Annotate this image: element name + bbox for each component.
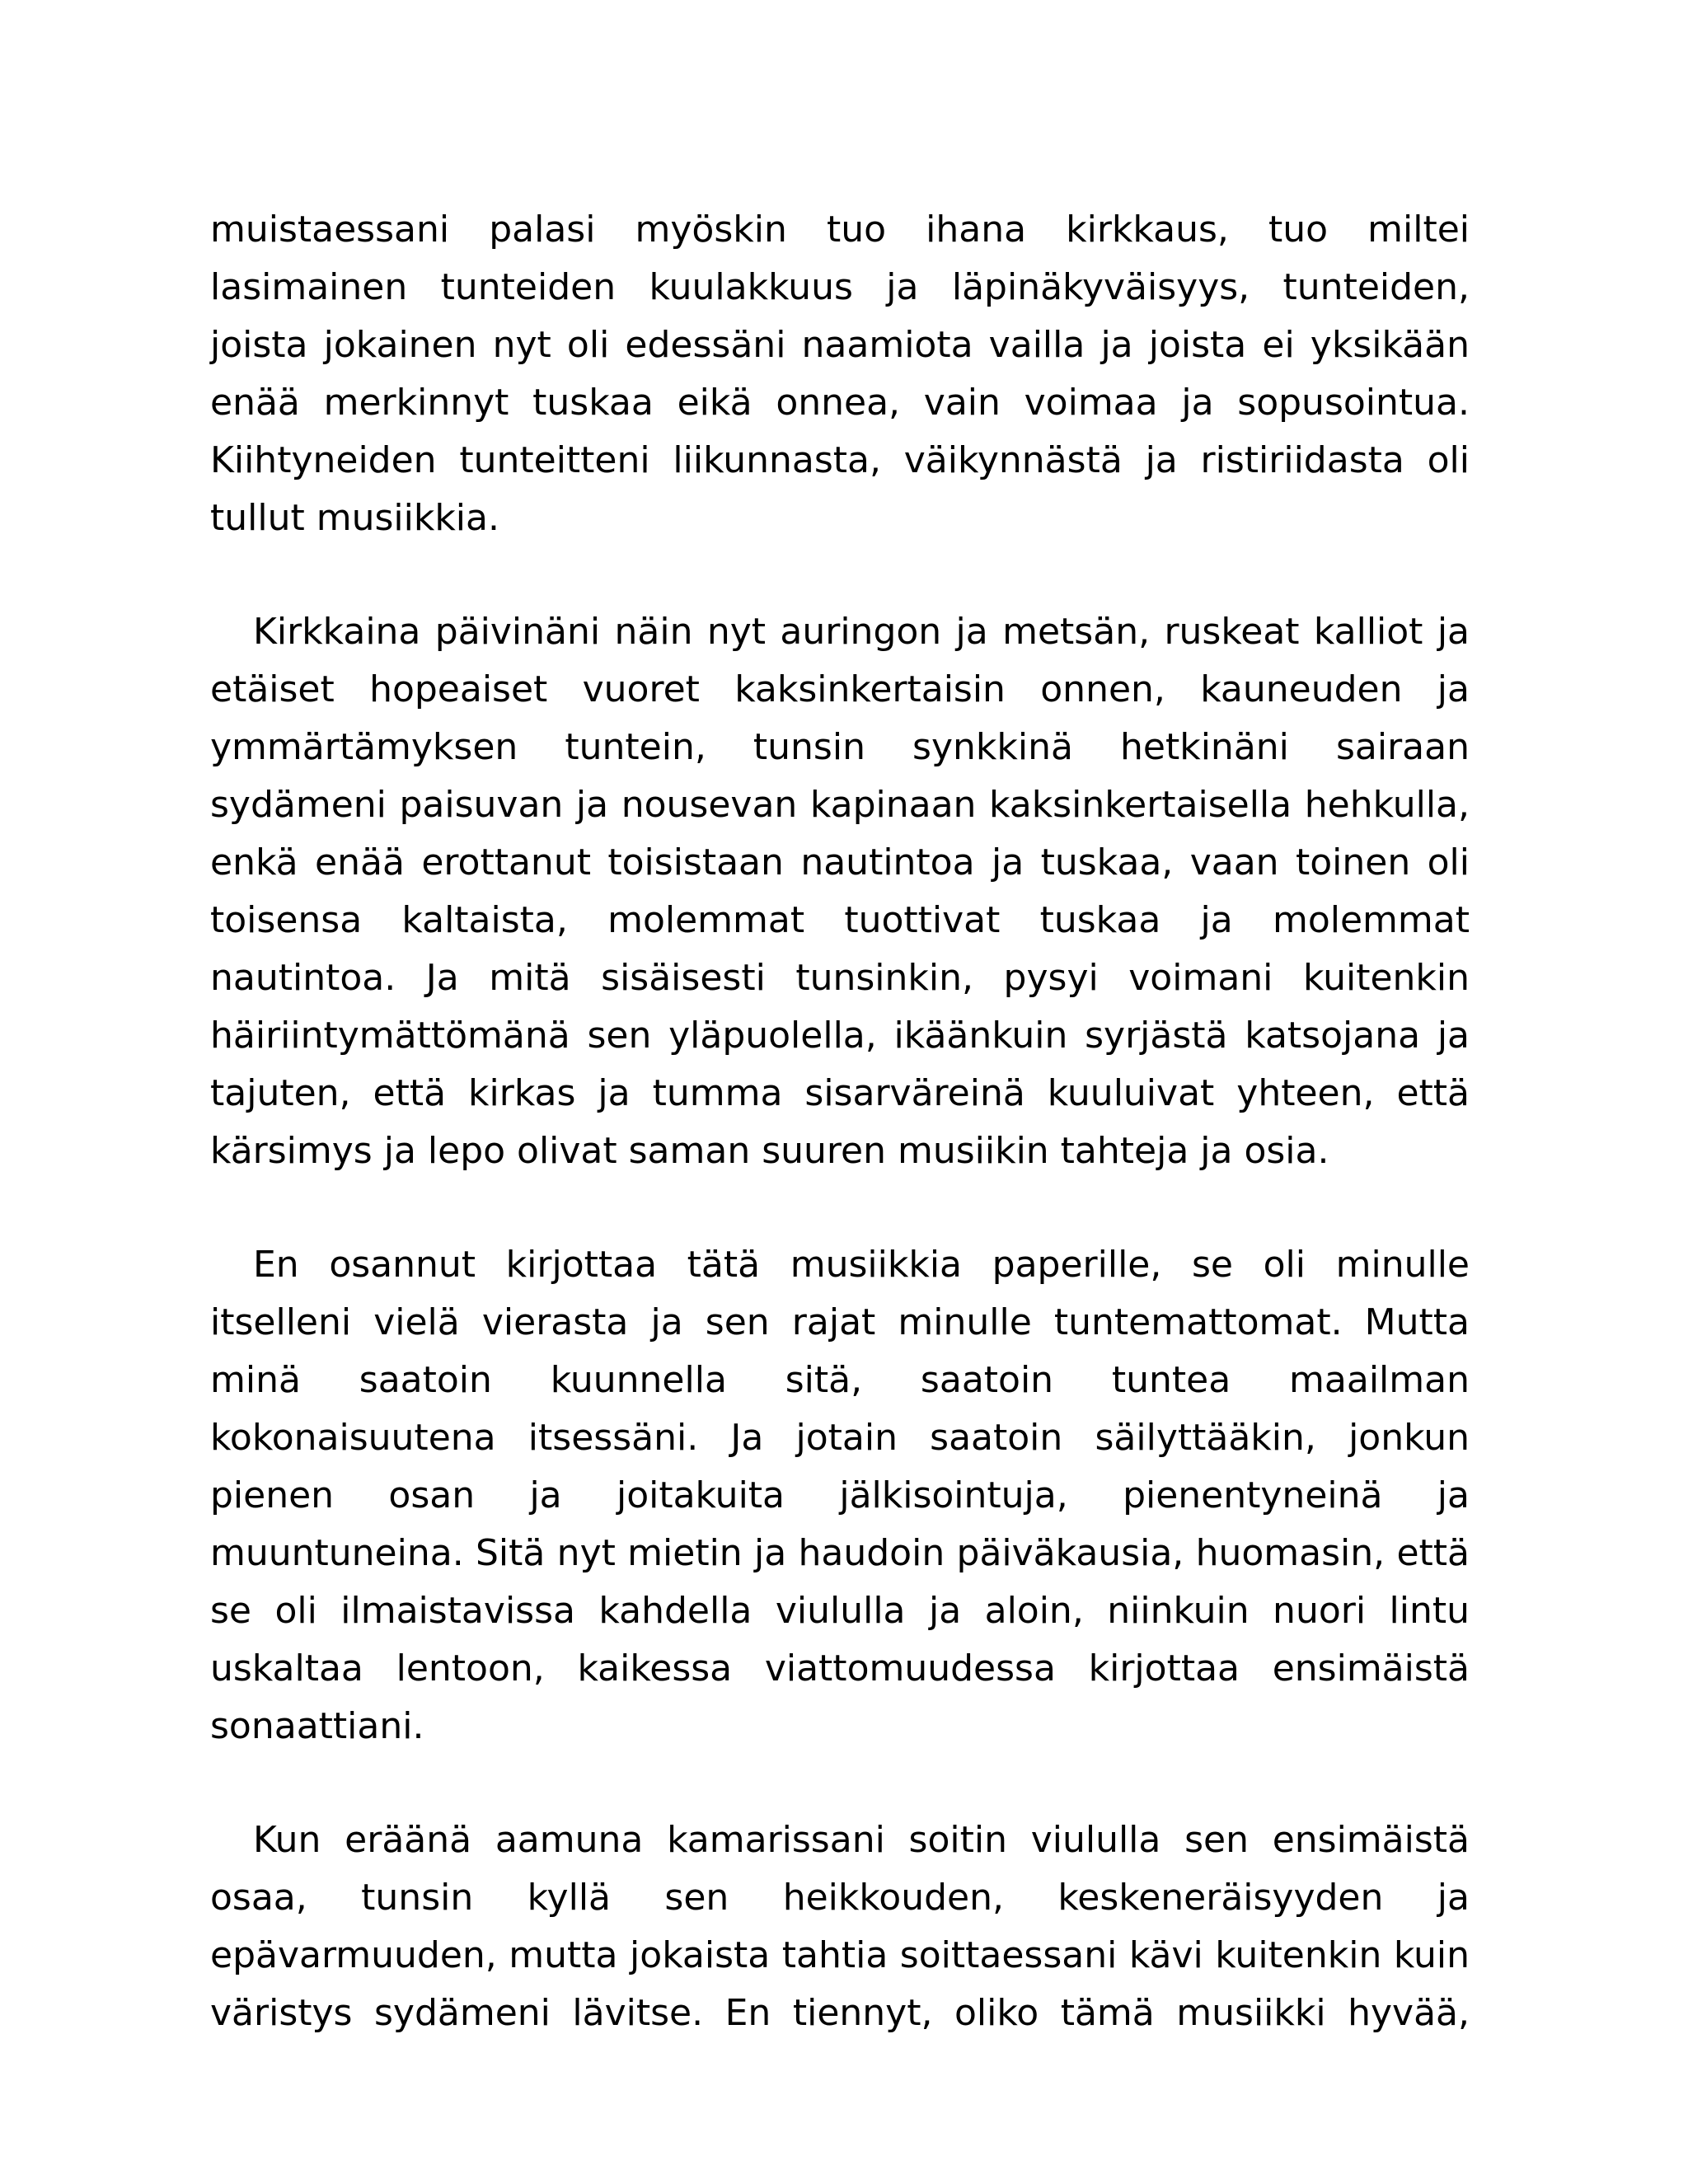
paragraph-4: Kun eräänä aamuna kamarissani soitin viululla sen ensimäistä osaa, tunsin kyllä sen heikkouden, keskeneräisyyden ja epävarmuuden, mutta jokaista tahtia soittaessani kävi kuitenkin kuin väristys sydämeni lävitse. En tiennyt, oliko tämä musiikki hyvää, xyxy=(210,1819,1470,2034)
paragraph-3: En osannut kirjottaa tätä musiikkia paperille, se oli minulle itselleni vielä vierasta ja sen rajat minulle tuntemattomat. Mutta minä saatoin kuunnella sitä, saatoin tuntea maailman kokonaisuutena itsessäni. Ja jotain saatoin säilyttääkin, jonkun pienen osan ja joitakuita jälkisointuja, pienentyneinä ja muuntuneina. Sitä nyt mietin ja haudoin päiväkausia, huomasin, että se oli ilmaistavissa kahdella viululla ja aloin, niinkuin nuori lintu uskaltaa lentoon, kaikessa viattomuudessa kirjottaa ensimäistä sonaattiani. xyxy=(210,1244,1470,1747)
text-body xyxy=(210,201,1470,2042)
paragraph-2: Kirkkaina päivinäni näin nyt auringon ja metsän, ruskeat kalliot ja etäiset hopeaiset vuoret kaksinkertaisin onnen, kauneuden ja ymmärtämyksen tuntein, tunsin synkkinä hetkinäni sairaan sydämeni paisuvan ja nousevan kapinaan kaksinkertaisella hehkulla, enkä enää erottanut toisistaan nautintoa ja tuskaa, vaan toinen oli toisensa kaltaista, molemmat tuottivat tuskaa ja molemmat nautintoa. Ja mitä sisäisesti tunsinkin, pysyi voimani kuitenkin häiriintymättömänä sen yläpuolella, ikäänkuin syrjästä katsojana ja tajuten, että kirkas ja tumma sisarväreinä kuuluivat yhteen, että kärsimys ja lepo olivat saman suuren musiikin tahteja ja osia. xyxy=(210,611,1470,1172)
paragraph-1: muistaessani palasi myöskin tuo ihana kirkkaus, tuo miltei lasimainen tunteiden kuulakkuus ja läpinäkyväisyys, tunteiden, joista jokainen nyt oli edessäni naamiota vailla ja joista ei yksikään enää merkinnyt tuskaa eikä onnea, vain voimaa ja sopusointua. Kiihtyneiden tunteitteni liikunnasta, väikynnästä ja ristiriidasta oli tullut musiikkia. xyxy=(210,209,1470,539)
